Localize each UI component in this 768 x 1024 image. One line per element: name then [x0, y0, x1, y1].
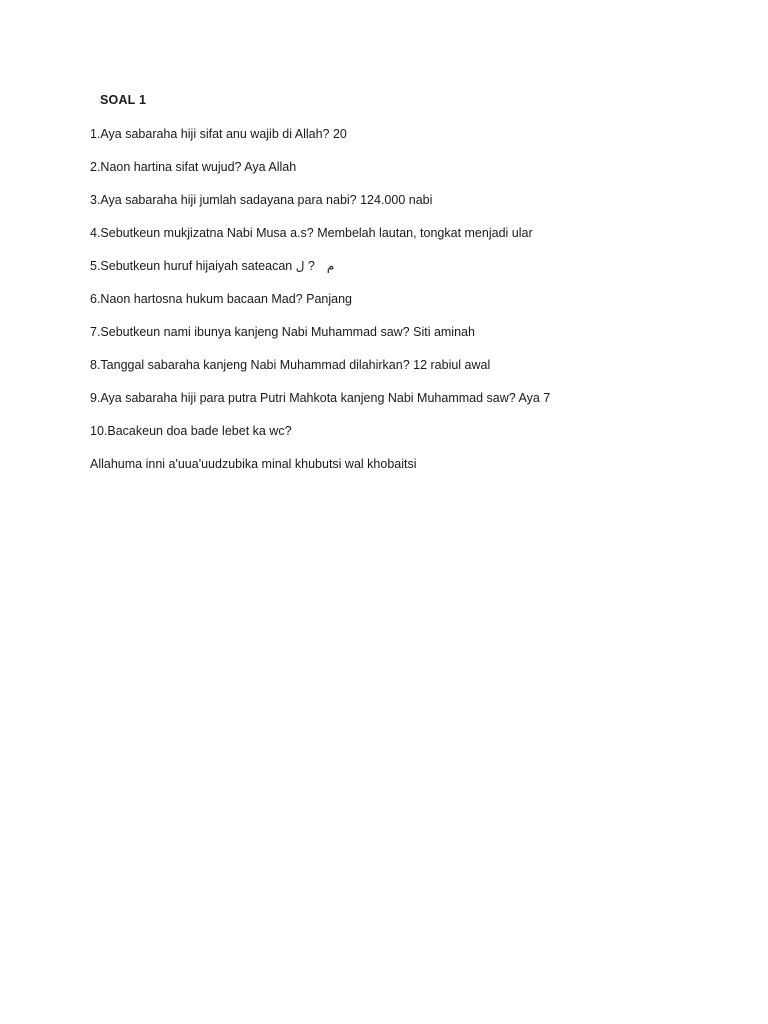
- question-1: 1.Aya sabaraha hiji sifat anu wajib di Allah? 20: [90, 127, 347, 141]
- question-6: 6.Naon hartosna hukum bacaan Mad? Panjang: [90, 292, 352, 306]
- arabic-letter-lam: ل: [295, 259, 305, 273]
- question-9: 9.Aya sabaraha hiji para putra Putri Mahkota kanjeng Nabi Muhammad saw? Aya 7: [90, 391, 551, 405]
- question-3: 3.Aya sabaraha hiji jumlah sadayana para nabi? 124.000 nabi: [90, 193, 433, 207]
- question-7: 7.Sebutkeun nami ibunya kanjeng Nabi Muhammad saw? Siti aminah: [90, 325, 475, 339]
- question-5-text: 5.Sebutkeun huruf hijaiyah sateacan: [90, 259, 293, 273]
- question-8: 8.Tanggal sabaraha kanjeng Nabi Muhammad dilahirkan? 12 rabiul awal: [90, 358, 491, 372]
- answer-10: Allahuma inni a'uua'uudzubika minal khubutsi wal khobaitsi: [90, 457, 417, 471]
- question-10: 10.Bacakeun doa bade lebet ka wc?: [90, 424, 292, 438]
- question-5-mark: ?: [307, 259, 315, 273]
- arabic-letter-mim: م: [326, 259, 335, 273]
- document-title: SOAL 1: [100, 93, 147, 107]
- question-4: 4.Sebutkeun mukjizatna Nabi Musa a.s? Membelah lautan, tongkat menjadi ular: [90, 226, 533, 240]
- question-5: [90, 258, 334, 274]
- question-2: 2.Naon hartina sifat wujud? Aya Allah: [90, 160, 297, 174]
